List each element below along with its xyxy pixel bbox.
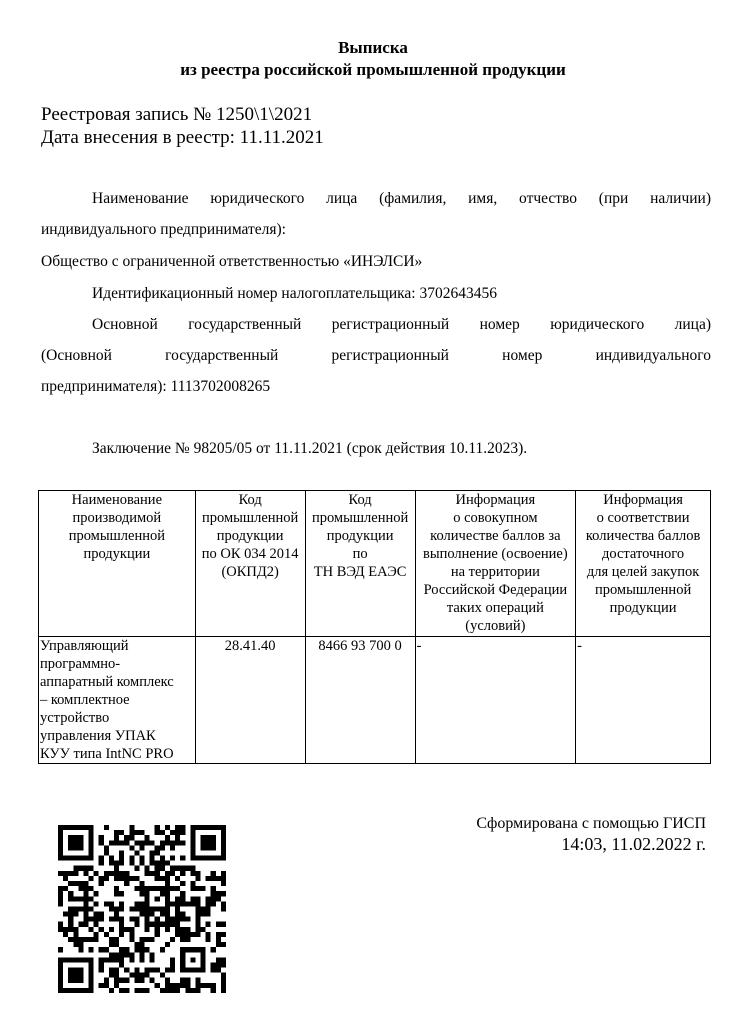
ogrn-line2: (Основной государственный регистрационный номер индивидуального — [41, 347, 711, 364]
cell-conformity: - — [576, 637, 711, 764]
cell-points: - — [415, 637, 576, 764]
product-name-line: – комплектное — [40, 692, 130, 708]
header-text-line: Код — [348, 492, 372, 508]
header-conformity-info — [576, 491, 711, 637]
header-text-line: о совокупном — [453, 510, 538, 526]
cell-okpd2: 28.41.40 — [195, 637, 305, 764]
table-row — [39, 637, 711, 764]
header-text-line: Информация — [603, 492, 683, 508]
header-tnved — [305, 491, 415, 637]
ogrn-line1: Основной государственный регистрационный номер юридического лица) — [92, 316, 711, 333]
header-text-line: продукции — [609, 600, 677, 616]
header-text-line: таких операций — [446, 600, 544, 616]
inn-line: Идентификационный номер налогоплательщика: 3702643456 — [92, 285, 497, 302]
cell-product-name — [39, 637, 196, 764]
product-name-line: устройство — [40, 710, 110, 726]
header-text-line: достаточного — [601, 546, 685, 562]
header-text-line: (ОКПД2) — [221, 564, 279, 580]
header-text-line: на территории — [450, 564, 540, 580]
header-text-line: выполнение (освоение) — [423, 546, 568, 562]
header-points-info — [415, 491, 576, 637]
product-name-line: управления УПАК — [40, 728, 156, 744]
conclusion-line: Заключение № 98205/05 от 11.11.2021 (срок действия 10.11.2023). — [92, 440, 528, 457]
header-text-line: количества баллов — [585, 528, 701, 544]
header-text-line: Информация — [455, 492, 536, 508]
table-header-row — [39, 491, 711, 637]
registry-entry: Реестровая запись № 1250\1\2021 — [41, 104, 313, 125]
header-text-line: по — [352, 546, 368, 562]
document-title: Выписка — [338, 38, 408, 57]
registry-date: Дата внесения в реестр: 11.11.2021 — [41, 127, 324, 148]
product-name-line: аппаратный комплекс — [40, 674, 174, 690]
qr-code — [58, 825, 226, 993]
product-name-line: программно- — [40, 656, 121, 672]
header-text-line: продукции — [83, 546, 151, 562]
name-label-line2: индивидуального предпринимателя): — [41, 221, 286, 238]
products-table — [38, 490, 711, 764]
header-text-line: для целей закупок — [586, 564, 700, 580]
header-text-line: Наименование — [71, 492, 163, 508]
header-text-line: Российской Федерации — [423, 582, 568, 598]
header-text-line: Код — [238, 492, 262, 508]
header-text-line: промышленной — [202, 510, 299, 526]
cell-tnved: 8466 93 700 0 — [305, 637, 415, 764]
header-text-line: промышленной — [311, 510, 409, 526]
company-name: Общество с ограниченной ответственностью «ИНЭЛСИ» — [41, 253, 423, 270]
header-text-line: по ОК 034 2014 — [201, 546, 299, 562]
header-text-line: о соответствии — [596, 510, 690, 526]
header-text-line: количестве баллов за — [430, 528, 561, 544]
header-text-line: (условий) — [465, 618, 526, 634]
header-okpd2 — [195, 491, 305, 637]
product-name-line: КУУ типа IntNC PRO — [40, 746, 174, 762]
header-text-line: промышленной — [594, 582, 692, 598]
name-label-line1: Наименование юридического лица (фамилия, имя, отчество (при наличии) — [92, 190, 711, 207]
header-text-line: продукции — [216, 528, 284, 544]
ogrn-line3: предпринимателя): 1113702008265 — [41, 378, 271, 395]
document-subtitle: из реестра российской промышленной продукции — [180, 60, 566, 79]
generated-timestamp: 14:03, 11.02.2022 г. — [561, 834, 706, 854]
header-text-line: производимой — [72, 510, 162, 526]
generated-by: Сформирована с помощью ГИСП — [476, 815, 706, 832]
header-text-line: продукции — [326, 528, 394, 544]
header-text-line: промышленной — [68, 528, 165, 544]
product-name-line: Управляющий — [40, 638, 129, 654]
header-product-name — [39, 491, 196, 637]
header-text-line: ТН ВЭД ЕАЭС — [313, 564, 407, 580]
